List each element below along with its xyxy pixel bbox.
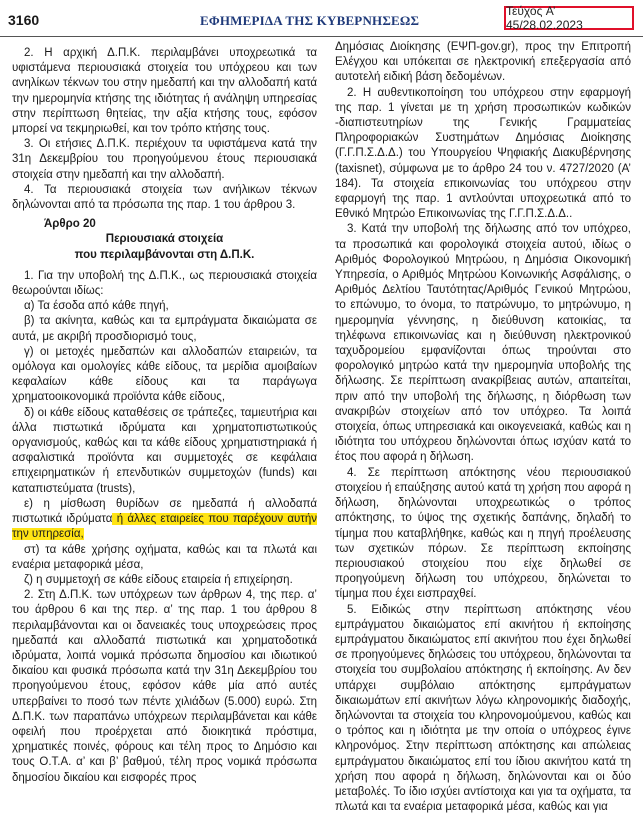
left-column [12, 46, 317, 786]
paragraph: 4. Τα περιουσιακά στοιχεία των ανήλικων τέκνων δηλώνονται από τα πρόσωπα της παρ. 1 του άρθρου 3. [12, 183, 317, 212]
list-item: β) τα ακίνητα, καθώς και τα εμπράγματα δικαιώματα σε αυτά, με ακριβή προσδιορισμό τους, [12, 315, 317, 343]
right-column [335, 40, 631, 815]
list-item: γ) οι μετοχές ημεδαπών και αλλοδαπών εταιρειών, τα ομόλογα και ομολογίες κάθε είδους, τα μερίδια αμοιβαίων κεφαλαίων κάθε είδους και τα παράγωγα χρηματοοικονομικά προϊόντα κάθε είδους, [12, 345, 317, 404]
paragraph: 2. Στη Δ.Π.Κ. των υπόχρεων των άρθρων 4, της περ. α’ του άρθρου 6 και της περ. α’ της παρ. 1 του άρθρου 8 περιλαμβάνονται και οι δανειακές τους υποχρεώσεις προς ημεδαπά και αλλοδαπά πιστωτικά και χρηματοδοτικά ιδρύματα, λοιπά νομικά πρόσωπα δημοσίου και ιδιωτικού δικαίου και φυσικά πρόσωπα κατά την 31η Δεκεμβρίου του προηγούμενου έτους, εφόσον κάθε μία από αυτές υπερβαίνει το ποσό των πέντε χιλιάδων (5.000) ευρώ. Στη Δ.Π.Κ. των παραπάνω υπόχρεων περιλαμβάνεται και κάθε οφειλή που προέρχεται από διοικητικά πρόστιμα, χρηματικές ποινές, φόρους και τέλη προς το Δημόσιο και τους Ο.Τ.Α. α’ και β’ βαθμού, τέλη προς νομικά πρόσωπα δημοσίου δικαίου και εισφορές προς [12, 589, 317, 784]
list-item: δ) οι κάθε είδους καταθέσεις σε τράπεζες, ταμιευτήρια και άλλα πιστωτικά ιδρύματα και χρηματοπιστωτικούς οργανισμούς, καθώς και τα κάθε είδους χρηματιστηριακά ή ασφαλιστικά προϊόντα και συμμετοχές σε κεφάλαια επιχειρηματικών ή επενδυτικών συμμετοχών (funds) και καταπιστεύματα (trusts), [12, 406, 317, 495]
paragraph: 1. Για την υποβολή της Δ.Π.Κ., ως περιουσιακά στοιχεία θεωρούνται ιδίως: [12, 269, 317, 298]
article-title [12, 232, 317, 262]
issue-label-box: Τεύχος A’ 45/28.02.2023 [504, 6, 634, 30]
header-rule [0, 36, 643, 37]
page-header [0, 0, 643, 42]
list-item: ζ) η συμμετοχή σε κάθε είδους εταιρεία ή επιχείρηση. [24, 573, 293, 586]
list-item: στ) τα κάθε χρήσης οχήματα, καθώς και τα πλωτά και εναέρια μεταφορικά μέσα, [12, 543, 317, 571]
article-title-line-2: που περιλαμβάνονται στη Δ.Π.Κ. [74, 248, 255, 261]
paragraph: Δημόσιας Διοίκησης (ΕΨΠ-gov.gr), προς την Επιτροπή Ελέγχου και υπόκειται σε ηλεκτρονική επεξεργασία από αυτοτελή ειδική βάση δεδομένων. [335, 41, 631, 84]
page-number: 3160 [8, 12, 40, 28]
highlighted-text: ή άλλες εταιρείες που παρέχουν αυτήν την υπηρεσία, [12, 513, 317, 541]
paragraph: 5. Ειδικώς στην περίπτωση απόκτησης νέου εμπράγματου δικαιώματος επί ακινήτου ή εκποίησης εμπράγματου δικαιώματος επί ακινήτου που έχει δηλωθεί σε προηγούμενες δηλώσεις του υπόχρεου, δηλώνονται τα στοιχεία του συμβολαίου απόκτησης ή εκποίησης. Αν δεν υπάρχει συμβόλαιο απόκτησης εμπράγματων δικαιωμάτων επί ακινήτων λόγω κληρονομικής διαδοχής, δηλώνονται τα στοιχεία του κληρονομούμενου, καθώς και ο τρόπος και η ιδιότητα με την οποία ο υπόχρεος έγινε κληρονόμος. Στην περίπτωση απόκτησης και απώλειας εμπράγματου δικαιώματος επί του ίδιου ακινήτου κατά τη χρήση που αφορά η δήλωση, δηλώνονται και οι δύο μεταβολές. Το ίδιο ισχύει αντίστοιχα και για τα οχήματα, τα πλωτά και τα εναέρια μεταφορικά μέσα, καθώς και για [335, 603, 631, 814]
paragraph: 3. Οι ετήσιες Δ.Π.Κ. περιέχουν τα υφιστάμενα κατά την 31η Δεκεμβρίου του προηγούμενου έτους περιουσιακά στοιχεία στην ημεδαπή και την αλλοδαπή. [12, 138, 317, 181]
paragraph: 2. Η αρχική Δ.Π.Κ. περιλαμβάνει υποχρεωτικά τα υφιστάμενα περιουσιακά στοιχεία του υπόχρεου και των ανηλίκων τέκνων του στην ημεδαπή και την αλλοδαπή κατά την ημερομηνία κτήσης της ιδιότητας ή ανάληψη υπηρεσίας στην περίπτωση θητείας, την αξία κτήσης τους, εφόσον μπορεί να τεκμηριωθεί, και τον τρόπο κτήσης τους. [12, 47, 317, 136]
paragraph: 3. Κατά την υποβολή της δήλωσης από τον υπόχρεο, τα προσωπικά και φορολογικά στοιχεία αυτού, ιδίως ο Αριθμός Φορολογικού Μητρώου, η Δημόσια Οικονομική Υπηρεσία, ο Αριθμός Μητρώου Κοινωνικής Ασφάλισης, ο Αριθμός Δελτίου Ταυτότητας/Αριθμός Γενικού Μητρώου, το επώνυμο, το όνομα, το πατρώνυμο, το μητρώνυμο, η ημερομηνία γέννησης, η διεύθυνση κατοικίας, τα τηλέφωνα επικοινωνίας και η διεύθυνση ηλεκτρονικού ταχυδρομείου εμφανίζονται όπως τηρούνται στο φορολογικό μητρώο κατά την ημερομηνία υποβολής της δήλωσης. Σε περίπτωση ανακρίβειας αυτών, απαιτείται, πριν από την υποβολή της δήλωσης, η διόρθωση των ανακριβών στοιχείων από τον υπόχρεο. Τα λοιπά στοιχεία, όπως υπηρεσιακά και οικογενειακά, καθώς και η ιδιότητα του υπόχρεου δηλώνονται όπως ισχύαν κατά το έτος που αφορά η δήλωση. [335, 223, 631, 464]
paragraph: 2. Η αυθεντικοποίηση του υπόχρεου στην εφαρμογή της παρ. 1 γίνεται με τη χρήση προσωπικών κωδικών -διαπιστευτηρίων της Γενικής Γραμματείας Πληροφοριακών Συστημάτων Δημόσιας Διοίκησης (Γ.Γ.Π.Σ.Δ.Δ.) του Υπουργείου Ψηφιακής Διακυβέρνησης (taxisnet), σύμφωνα με το άρθρο 24 του ν. 4727/2020 (Α’ 184). Τα στοιχεία επικοινωνίας του υπόχρεου στην εφαρμογή της παρ. 1 αντλούνται υποχρεωτικά από το Εθνικό Μητρώο Επικοινωνίας της Γ.Γ.Π.Σ.Δ.Δ.. [335, 86, 631, 221]
list-item: α) Τα έσοδα από κάθε πηγή, [24, 300, 169, 313]
list-item [12, 497, 317, 543]
article-title-line-1: Περιουσιακά στοιχεία [105, 233, 224, 246]
journal-title: ΕΦΗΜΕΡΙΔΑ ΤΗΣ ΚΥΒΕΡΝΗΣΕΩΣ [200, 13, 420, 28]
article-number: Άρθρο 20 [44, 218, 96, 231]
list-item-text: ε) η μίσθωση θυρίδων σε ημεδαπά ή αλλοδαπά πιστωτικά ιδρύματα [12, 497, 317, 526]
paragraph: 4. Σε περίπτωση απόκτησης νέου περιουσιακού στοιχείου ή επαύξησης αυτού κατά τη χρήση που αφορά η δήλωση, δηλώνονται υποχρεωτικώς ο τρόπος απόκτησης, το ύψος της σχετικής δαπάνης, δηλαδή το τίμημα που καταβλήθηκε, καθώς και η πηγή προέλευσης των σχετικών πόρων. Σε περίπτωση εκποίησης περιουσιακού στοιχείου που είχε δηλωθεί σε προηγούμενη δήλωση του υπόχρεου, δηλώνεται το τίμημα που έχει εισπραχθεί. [335, 466, 631, 601]
